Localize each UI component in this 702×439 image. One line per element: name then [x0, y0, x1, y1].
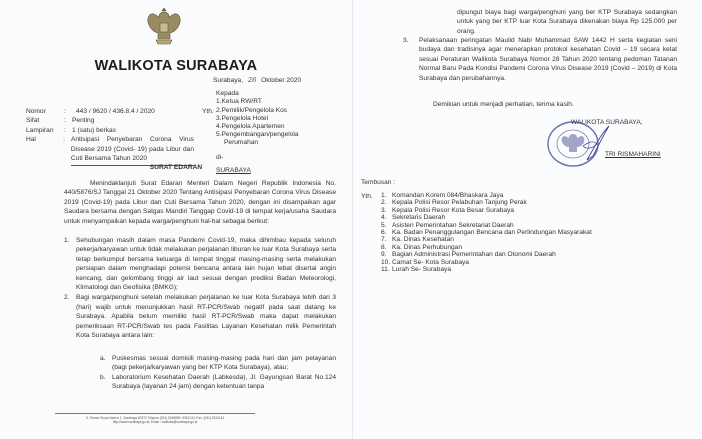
recipient-item: Perumahan	[224, 139, 259, 147]
letter-footer	[40, 416, 270, 425]
date-city: Surabaya,	[213, 77, 244, 84]
cc-item: 1. Komandan Korem 084/Bhaskara Jaya	[381, 192, 504, 199]
tembusan-yth: Yth.	[361, 193, 373, 200]
points-list	[64, 236, 336, 340]
closing-sentence: Demikian untuk menjadi perhatian, terima kasih.	[433, 101, 574, 108]
signature-title: WALIKOTA SURABAYA,	[571, 119, 643, 126]
cc-item: 4. Sekretaris Daerah	[381, 214, 446, 222]
cc-item: 2. Kepala Polisi Resor Pelabuhan Tanjung Perak	[381, 199, 527, 207]
place-label: SURABAYA	[216, 167, 251, 175]
cc-item: 11. Lurah Se- Surabaya	[381, 266, 452, 274]
continuation-paragraph: dipungut biaya bagi warga/penghuni yang ber KTP Surabaya sedangkan untuk yang ber KTP luar Kota Surabaya dikenakan biaya Rp 125.000 per orang.	[457, 9, 677, 35]
letter-page-2	[353, 0, 702, 439]
recipient-item: 2.Pemilik/Pengelola Kos	[216, 106, 288, 114]
meta-hal: Hal : Antisipasi Penyebaran Corona Virus Disease 2019 (Covid- 19) pada Libur dan Cuti Bersama Tahun 2020	[26, 135, 194, 166]
point-item: 3. Pelaksanaan peringatan Maulid Nabi Muhammad SAW 1442 H serta kegiatan seni budaya dan tradisinya agar menerapkan protokol kesehatan Covid – 19 secara ketat sesuai Peraturan Walikota Surabaya Nomor 28 Tahun 2020 tentang pedoman Tatanan Normal Baru Pada Kondisi Pandemi Corona Virus Disease 2019 (Covid – 2019) di Kota Surabaya dan perubahannya.	[403, 37, 677, 82]
tembusan-label: Tembusan :	[361, 179, 396, 186]
meta-nomor: Nomor : 443 / 9620 / 436.8.4 / 2020	[26, 108, 155, 115]
signatory-name: TRI RISMAHARINI	[605, 151, 661, 158]
sub-point-item: b. Laboratorium Kesehatan Daerah (Labkesda), Jl. Gayungsari Barat No.124 Surabaya (layanan 24 jam) dengan ketentuan tanpa	[100, 373, 336, 391]
cc-item: 10. Camat Se- Kota Surabaya	[381, 258, 469, 266]
point-item: 1. Sehubungan masih dalam masa Pandemi Covid-19, maka dihimbau kepada seluruh pekerja/karyawan untuk tidak melakukan perjalanan liburan ke luar Kota Surabaya serta tetap berkumpul bersama keluarga di tempat tinggal masing-masing serta melakukan persiapan dalam menghadapi potensi bencana antara lain hujan lebat disertai angin kencang, dan gelombang tinggi air laut sesuai dengan prediksi Badan Meteorologi, Klimatologi dan Geofisika (BMKG);	[64, 237, 336, 292]
kepada-label: Kepada	[216, 90, 239, 97]
recipient-item: 4.Pengelola Apartemen	[216, 123, 285, 131]
date-day: 26	[247, 76, 257, 84]
cc-item: 3. Kepala Polisi Resor Kota Besar Surabaya	[381, 206, 515, 214]
sub-points-list	[100, 354, 336, 392]
meta-sifat: Sifat : Penting	[26, 117, 95, 125]
recipient-item: 1.Ketua RW/RT	[216, 98, 262, 106]
intro-paragraph: Menindaklanjuti Surat Edaran Menteri Dalam Negeri Republik Indonesia No. 440/5876/SJ Tanggal 21 Oktober 2020 Tentang Antisipasi Penyebaran Corona Virus Disease 2019 (Covid-19) pada Libur dan Cuti Bersama Tahun 2020, dengan ini disampaikan agar Saudara bersama dengan Satgas Mandiri Tanggap Covid-19 di tempat kerja/usaha Saudara untuk menyampaikan kepada warga/penghuni hal-hal sebagai berikut:	[64, 180, 336, 225]
cc-item: 5. Asisten Pemerintahan Sekretariat Daerah	[381, 221, 514, 229]
point-3-list	[403, 36, 677, 83]
yth-label: Yth.	[202, 108, 214, 115]
tembusan-list	[381, 192, 671, 273]
official-seal-icon	[543, 116, 615, 172]
recipient-item: 3.Pengelola Hotel	[216, 114, 269, 122]
date-month-year: Oktober 2020	[261, 77, 302, 84]
meta-lampiran: Lampiran : 1 (satu) berkas	[26, 126, 116, 134]
document-heading: SURAT EDARAN	[149, 164, 203, 171]
footer-address: Jl. Taman Surya Nomor 1, Surabaya 60272 Telepon (031) 5345889, 5312144, Fax. (031) 5312144	[85, 416, 225, 420]
recipient-item: 5.Pengembangan/pengelola	[216, 131, 299, 139]
cc-item: 8. Ka. Dinas Perhubungan	[381, 243, 463, 251]
point-item: 2. Bagi warga/penghuni setelah melakukan perjalanan ke luar Kota Surabaya lebih dari 3 (hari) wajib untuk menunjukkan hasil RT-PCR/Swab negatif pada saat datang ke Surabaya. Apabila belum memiliki hasil RT-PCR/Swab maka dapat melakukan pemeriksaan RT-PCR/Swab tes pada Fasilitas Layanan Kesehatan milik Pemerintah Kota Surabaya antara lain:	[64, 294, 336, 340]
cc-item: 6. Ka. Badan Penanggulangan Bencana dan Perlindungan Masyarakat	[381, 229, 592, 237]
letterhead-title: WALIKOTA SURABAYA	[94, 58, 258, 74]
date-line	[213, 76, 301, 85]
sub-point-item: a. Puskesmas sesuai domisili masing-masing pada hari dan jam pelayanan (bagi pekerja/karyawan yang ber KTP Kota Surabaya), atau;	[100, 355, 336, 372]
cc-item: 7. Ka. Dinas Kesehatan	[381, 236, 454, 244]
garuda-emblem-icon	[142, 8, 186, 48]
di-label: di-	[216, 153, 224, 161]
cc-item: 9. Bagian Administrasi Pemerintahan dan Otonomi Daerah	[381, 251, 556, 259]
footer-web-email: http://www.surabaya.go.id, Email : walikota@surabaya.go.id	[112, 420, 198, 425]
footer-divider	[55, 413, 255, 414]
letter-metadata	[26, 107, 194, 166]
